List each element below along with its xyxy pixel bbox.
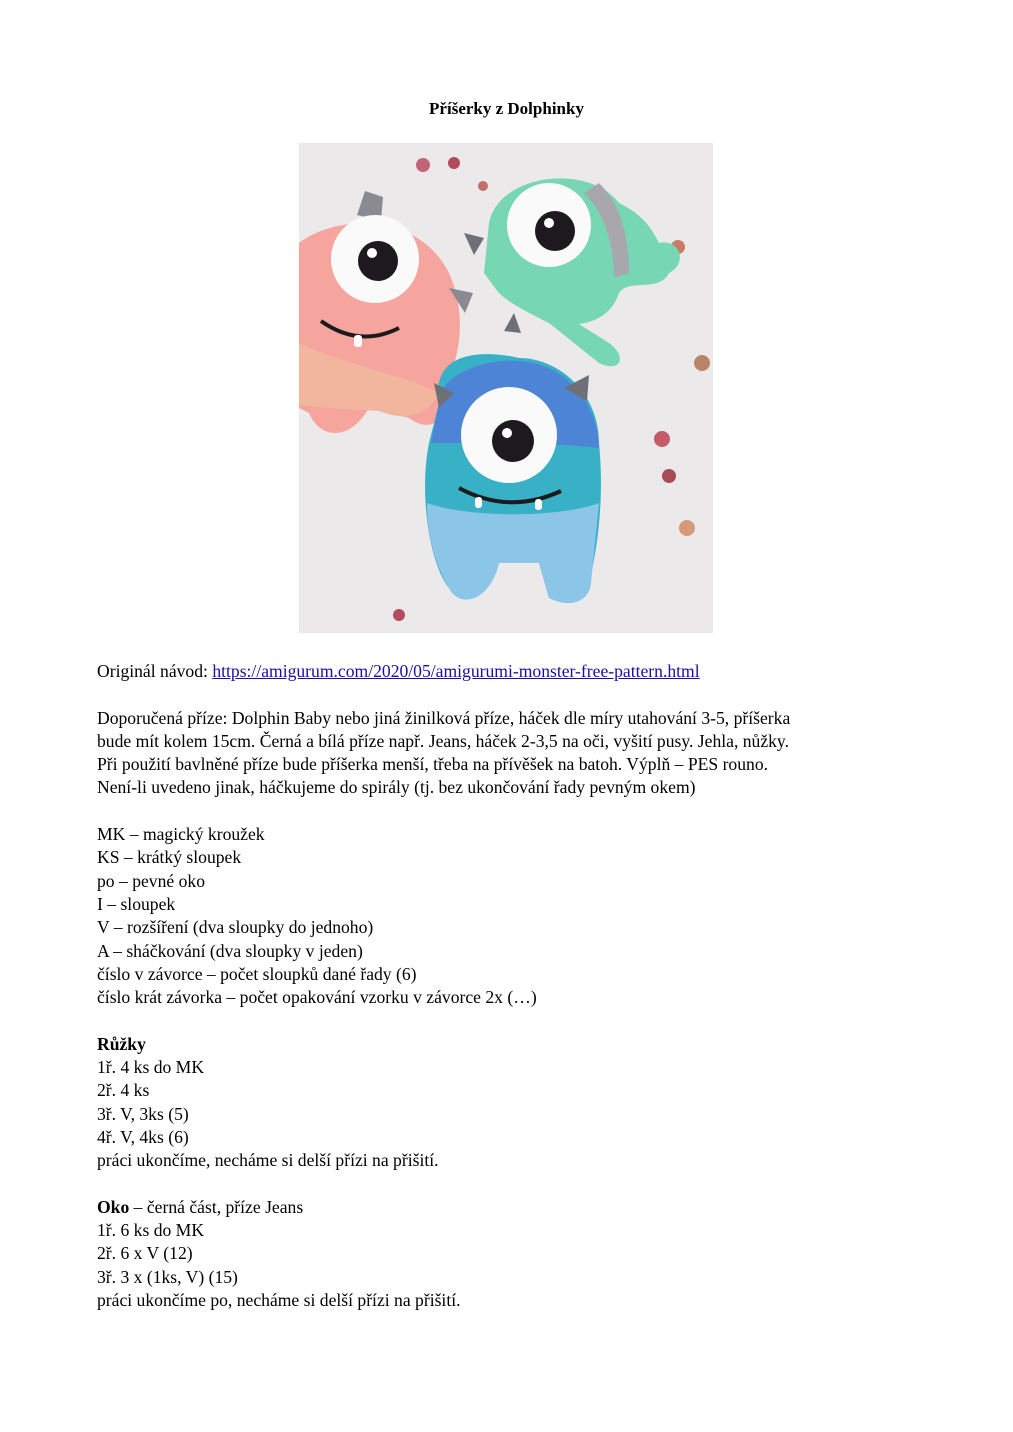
horns-end: práci ukončíme, necháme si delší přízi na přišití. <box>97 1150 439 1171</box>
abbreviation-item: po – pevné oko <box>97 870 205 891</box>
eye-row: 3ř. 3 x (1ks, V) (15) <box>97 1266 238 1287</box>
abbreviation-item: I – sloupek <box>97 893 176 914</box>
horns-heading <box>97 1033 927 1056</box>
eye-row: 2ř. 6 x V (12) <box>97 1243 193 1264</box>
intro-line: Není-li uvedeno jinak, háčkujeme do spirály (tj. bez ukončování řady pevným okem) <box>97 777 696 798</box>
horns-heading-text: Růžky <box>97 1033 146 1054</box>
intro-line: bude mít kolem 15cm. Černá a bílá příze např. Jeans, háček 2-3,5 na oči, vyšití pusy. Jehla, nůžky. <box>97 730 789 751</box>
document-title: Příšerky z Dolphinky <box>429 99 584 118</box>
monsters-illustration <box>299 143 713 633</box>
original-label: Originál návod: <box>97 661 213 681</box>
original-pattern-link[interactable]: https://amigurum.com/2020/05/amigurumi-monster-free-pattern.html <box>212 661 700 681</box>
abbreviation-item: V – rozšíření (dva sloupky do jednoho) <box>97 917 374 938</box>
monsters-photo <box>299 143 713 633</box>
abbreviation-item: KS – krátký sloupek <box>97 847 242 868</box>
intro-line: Při použití bavlněné příze bude příšerka menší, třeba na přívěšek na batoh. Výplň – PES rouno. <box>97 754 769 775</box>
abbreviation-item: číslo v závorce – počet sloupků dané řady (6) <box>97 963 417 984</box>
abbreviation-item: MK – magický kroužek <box>97 824 265 845</box>
abbreviation-item: číslo krát závorka – počet opakování vzorku v závorce 2x (…) <box>97 987 537 1008</box>
document-body <box>97 660 927 1312</box>
eye-row: 1ř. 6 ks do MK <box>97 1220 205 1241</box>
horns-row: 4ř. V, 4ks (6) <box>97 1126 189 1147</box>
intro-line: Doporučená příze: Dolphin Baby nebo jiná žinilková příze, háček dle míry utahování 3-5, příšerka <box>97 707 791 728</box>
eye-heading-rest: – černá část, příze Jeans <box>129 1196 304 1217</box>
eye-heading-text: Oko <box>97 1196 130 1217</box>
original-pattern-line <box>97 660 927 683</box>
abbreviation-item: A – sháčkování (dva sloupky v jeden) <box>97 940 363 961</box>
horns-row: 3ř. V, 3ks (5) <box>97 1103 189 1124</box>
eye-heading <box>97 1196 927 1219</box>
horns-row: 1ř. 4 ks do MK <box>97 1057 205 1078</box>
horns-row: 2ř. 4 ks <box>97 1080 150 1101</box>
eye-end: práci ukončíme po, necháme si delší přízi na přišití. <box>97 1290 461 1311</box>
